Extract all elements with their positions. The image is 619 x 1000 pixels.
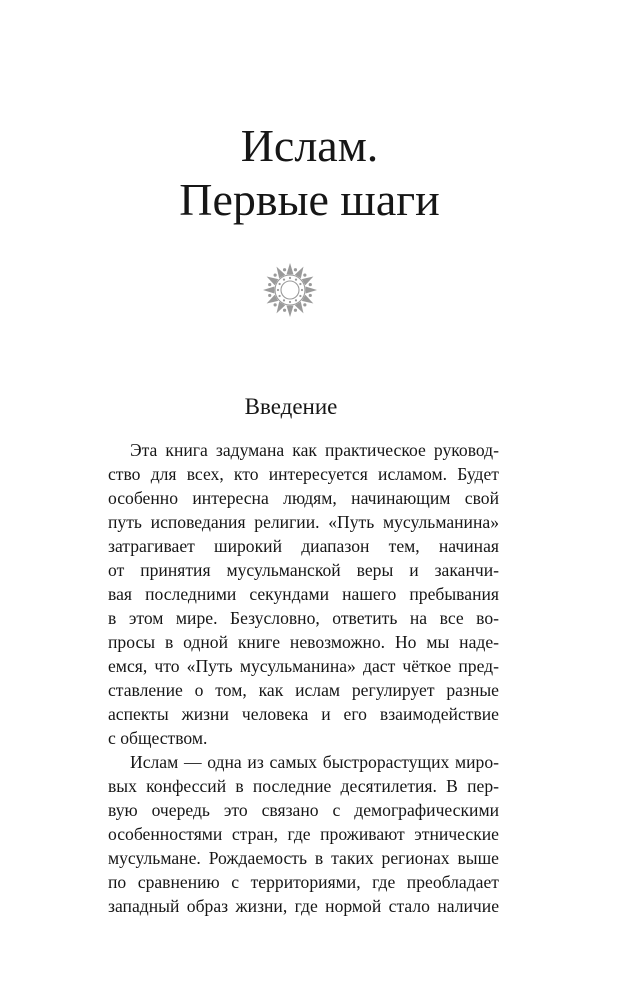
book-title-line-1: Ислам. <box>240 120 379 171</box>
text-line: просы в одной книге невозможно. Но мы наде- <box>108 632 499 652</box>
ornament-dot <box>283 268 286 271</box>
text-line: особенно интересна людям, начинающим свой <box>108 488 499 508</box>
text-line: мусульмане. Рождаемость в таких регионах выше <box>108 848 499 868</box>
text-line: ство для всех, кто интересуется исламом. Будет <box>108 464 499 484</box>
star-mandala-ornament-icon <box>255 255 325 325</box>
text-line: затрагивает широкий диапазон тем, начиная <box>108 536 499 556</box>
text-line: по сравнению с территориями, где преобладает <box>108 872 499 892</box>
text-line: вая последними секундами нашего пребывания <box>108 584 499 604</box>
book-title-line-2: Первые шаги <box>179 174 440 225</box>
text-line: вую очередь это связано с демографическими <box>108 800 499 820</box>
ornament-dot <box>274 274 277 277</box>
ornament-inner-dot <box>299 295 301 297</box>
ornament-petal <box>287 263 294 274</box>
ornament-dot <box>309 283 312 286</box>
section-heading-introduction: Введение <box>244 394 338 419</box>
ornament-inner-dot <box>289 277 291 279</box>
ornament-inner-dot <box>299 283 301 285</box>
ornament-inner-dot <box>289 301 291 303</box>
ornament-dot <box>283 309 286 312</box>
ornament-inner-dot <box>295 279 297 281</box>
text-line: ставление о том, как ислам регулирует разные <box>108 680 499 700</box>
text-line: аспекты жизни человека и его взаимодействие <box>108 704 499 724</box>
text-line: вых конфессий в последние десятилетия. В пер- <box>108 776 499 796</box>
text-line: емся, что «Путь мусульманина» даст чёткое пред- <box>108 656 499 676</box>
ornament-dot <box>303 303 306 306</box>
ornament-inner-dot <box>301 289 303 291</box>
ornament-dot <box>294 309 297 312</box>
ornament-petal <box>263 287 274 294</box>
ornament-dot <box>294 268 297 271</box>
ornament-inner-dot <box>279 295 281 297</box>
ornament-dot <box>274 303 277 306</box>
text-line: особенностями стран, где проживают этнические <box>108 824 499 844</box>
ornament-petal <box>306 287 317 294</box>
text-line: с обществом. <box>108 728 208 748</box>
ornament-inner-dot <box>279 283 281 285</box>
text-line: Ислам — одна из самых быстрорастущих миро- <box>130 752 499 772</box>
text-line: Эта книга задумана как практическое руковод- <box>130 440 499 460</box>
ornament-dot <box>309 294 312 297</box>
ornament-petal <box>287 306 294 317</box>
ornament-inner-dot <box>283 279 285 281</box>
text-line: западный образ жизни, где нормой стало наличие <box>108 896 499 916</box>
ornament-inner-dot <box>283 299 285 301</box>
ornament-inner-dot <box>295 299 297 301</box>
ornament-dot <box>268 294 271 297</box>
ornament-dot <box>303 274 306 277</box>
text-line: путь исповедания религии. «Путь мусульманина» <box>108 512 499 532</box>
text-line: от принятия мусульманской веры и заканчи- <box>108 560 499 580</box>
text-line: в этом мире. Безусловно, ответить на все во- <box>108 608 499 628</box>
ornament-inner-dot <box>277 289 279 291</box>
ornament-dot <box>268 283 271 286</box>
